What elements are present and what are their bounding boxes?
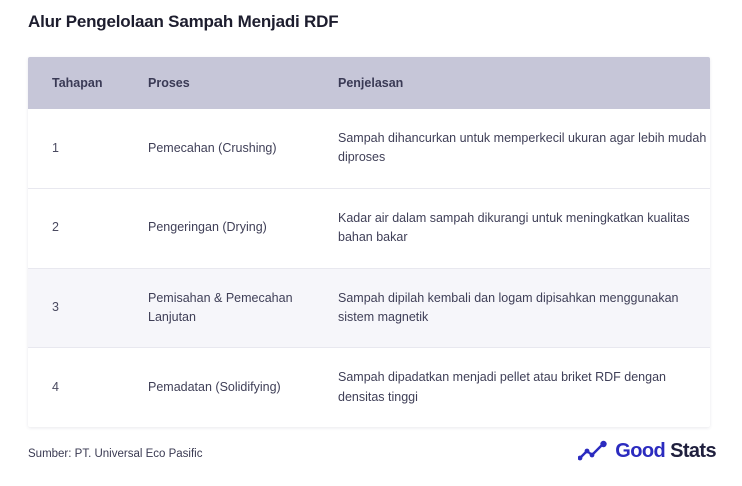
cell-penjelasan: Kadar air dalam sampah dikurangi untuk meningkatkan kualitas bahan bakar	[338, 188, 710, 268]
chart-arrow-icon	[578, 440, 608, 462]
process-table	[28, 57, 710, 427]
column-header-tahapan: Tahapan	[28, 57, 148, 109]
cell-proses: Pemecahan (Crushing)	[148, 109, 338, 188]
logo-text-stats: Stats	[670, 440, 716, 462]
goodstats-logo	[578, 440, 716, 462]
column-header-penjelasan: Penjelasan	[338, 57, 710, 109]
source-note: Sumber: PT. Universal Eco Pasific	[28, 448, 203, 460]
table-header-row	[28, 57, 710, 109]
page-title: Alur Pengelolaan Sampah Menjadi RDF	[28, 12, 339, 31]
table-row	[28, 268, 710, 348]
cell-tahapan: 4	[52, 379, 59, 394]
cell-proses: Pengeringan (Drying)	[148, 188, 338, 268]
column-header-proses: Proses	[148, 57, 338, 109]
cell-tahapan: 2	[28, 188, 148, 268]
cell-penjelasan: Sampah dihancurkan untuk memperkecil ukuran agar lebih mudah diproses	[338, 109, 710, 188]
cell-penjelasan: Sampah dipadatkan menjadi pellet atau briket RDF dengan densitas tinggi	[338, 370, 666, 404]
table-header	[28, 57, 710, 109]
table-body	[28, 109, 710, 427]
cell-tahapan: 3	[28, 268, 148, 348]
cell-proses: Pemisahan & Pemecahan Lanjutan	[148, 268, 338, 348]
table-row	[28, 348, 710, 427]
process-table-container	[28, 57, 710, 427]
table-row	[28, 188, 710, 268]
cell-penjelasan: Sampah dipilah kembali dan logam dipisahkan menggunakan sistem magnetik	[338, 268, 710, 348]
cell-tahapan: 1	[28, 109, 148, 188]
table-row	[28, 109, 710, 188]
logo-text-good: Good	[615, 440, 666, 462]
cell-proses: Pemadatan (Solidifying)	[148, 379, 281, 394]
